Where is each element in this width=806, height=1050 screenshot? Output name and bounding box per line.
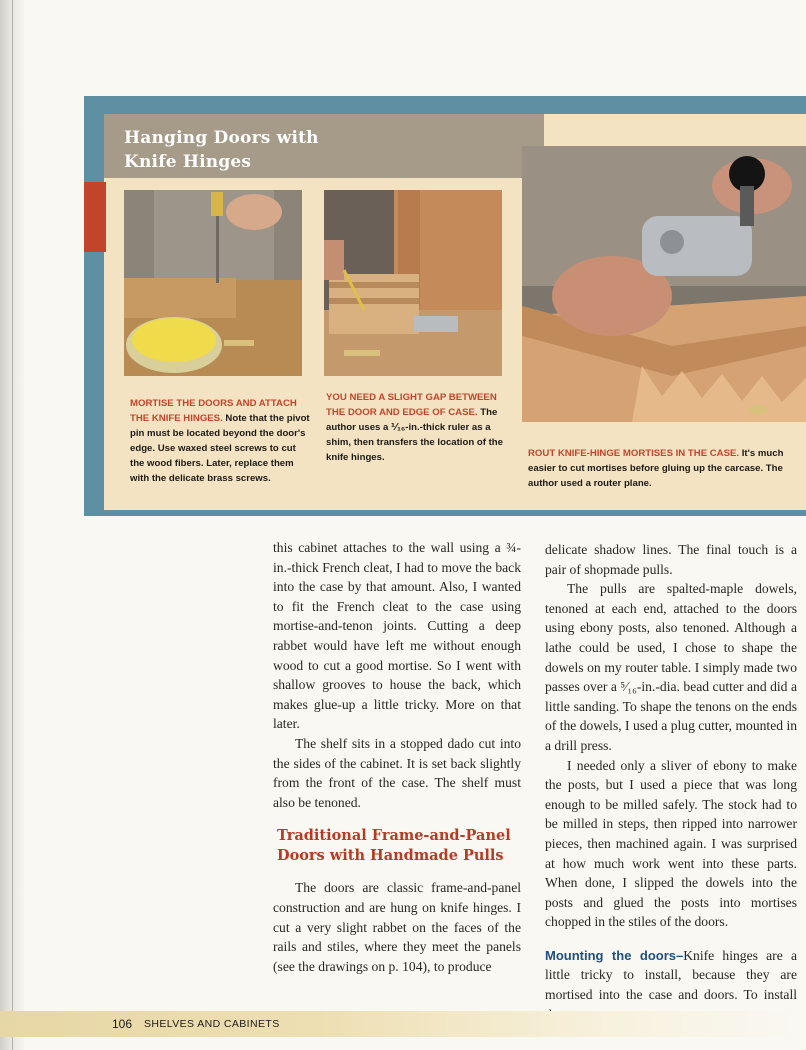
photo-ruler-shim	[324, 190, 502, 376]
body-column-left	[273, 538, 521, 976]
caption-ruler-shim	[326, 390, 506, 465]
caption-3-body: It's much easier to cut mortises before gluing up the carcase. The author used a router plane.	[528, 448, 784, 489]
photo-router-plane	[522, 146, 806, 422]
sidebar-panel	[104, 114, 806, 510]
caption-router-plane	[528, 446, 806, 491]
paragraph-shelf: The shelf sits in a stopped dado cut into the sides of the cabinet. It is set back slightly from the front of the case. The shelf must also be tenoned.	[273, 735, 521, 810]
sidebar-header	[104, 114, 544, 178]
caption-2-body: The author uses a ⅟₁₆-in.-thick ruler as a shim, then transfers the location of the knife hinges.	[326, 407, 503, 463]
body-column-right	[545, 540, 797, 1024]
sidebar-title	[124, 126, 424, 174]
running-footer-section: SHELVES AND CABINETS	[144, 1018, 280, 1030]
paragraph-ebony-posts: I needed only a sliver of ebony to make the posts, but I used a piece that was long enough to be milled safely. The stock had to be milled in steps, then ripped into narrower pieces, then machined again. I was surprised at how much work went into these parts. When done, I slipped the dowels into the posts and glued the posts into mortises chopped in the stiles of the doors.	[545, 757, 797, 930]
mounting-text: Knife hinges are a little tricky to install, because they are mortised into the case and doors. To install	[545, 947, 797, 1003]
paragraph-pulls: The pulls are spalted-maple dowels, tenoned at each end, attached to the doors using ebony posts, also tenoned. Although a lathe could be used, I chose to shape the dowels on my router table. I simply made two passes over a ⁵⁄₁₆-in.-dia. bead cutter and did a little sanding. To shape the tenons on the ends of the dowels, I used a plug cutter, mounted in a drill press.	[545, 581, 798, 753]
run-in-heading: Mounting the doors–	[545, 947, 684, 963]
paragraph-french-cleat: this cabinet attaches to the wall using a ¾-in.-thick French cleat, I had to move the back into the case by that amount. Also, I wanted to fit the French cleat to the case using mortise-and-tenon joints. Cutting a deep rabbet would have left me without enough wood to cut a good mortise. So I went with shallow grooves to house the back, which makes glue-up a little tricky. More on that later.	[273, 540, 521, 732]
page-number: 106	[112, 1017, 133, 1031]
caption-3-head: ROUT KNIFE-HINGE MORTISES IN THE CASE.	[528, 448, 742, 459]
caption-1-head: MORTISE THE DOORS AND ATTACH THE KNIFE HINGES.	[130, 398, 297, 424]
gutter-line	[12, 0, 13, 1050]
photo-attach-hinges	[124, 190, 302, 376]
sidebar-knife-hinges	[84, 96, 806, 516]
paragraph-doors: The doors are classic frame-and-panel construction and are hung on knife hinges. I cut a very slight rabbet on the faces of the rails and stiles, where they meet the panels (see the drawings on p. 104), to produce	[273, 880, 521, 974]
caption-1-body: Note that the pivot pin must be located beyond the door's edge. Use waxed steel screws to cut the wood fibers. Later, replace them with the delicate brass screws.	[130, 413, 310, 484]
section-heading: Traditional Frame-and-Panel Doors with Handmade Pulls	[277, 827, 511, 865]
sidebar-title-line1: Hanging Doors with	[124, 128, 319, 148]
paragraph-shadow-lines: delicate shadow lines. The final touch is a pair of shopmade pulls.	[545, 542, 797, 577]
caption-attach-hinges	[130, 396, 310, 486]
sidebar-accent-tab	[84, 182, 106, 252]
caption-2-head: YOU NEED A SLIGHT GAP BETWEEN THE DOOR AND EDGE OF CASE.	[326, 392, 497, 418]
sidebar-title-line2: Knife Hinges	[124, 152, 252, 172]
